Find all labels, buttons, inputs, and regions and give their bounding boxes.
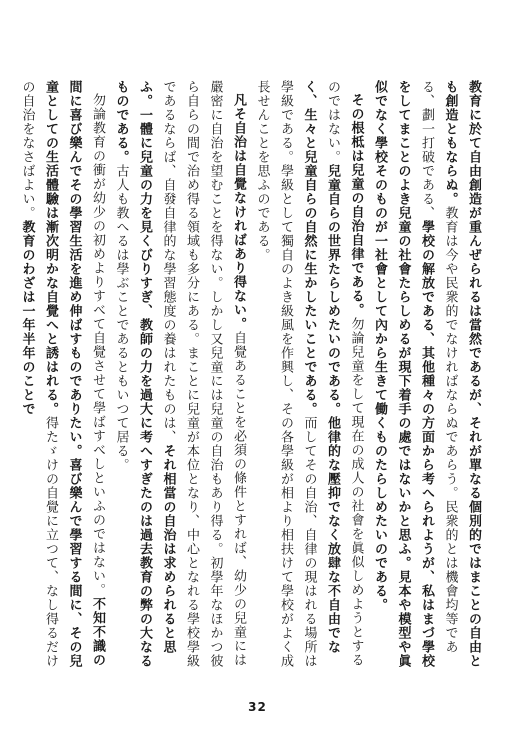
paragraph-1-segment-4: 私はまづ學校をしてまことのよき兒童の社會たらしめるが現下着手の處ではないかと思ふ。 — [395, 80, 434, 668]
paragraph-4-segment-1: 勿論教育の衝が幼少の初めよりすべて自覺させて學ばすべしといふのではない。 — [90, 93, 105, 597]
paragraph-1-segment-2: 教育は今や民衆的でなければならぬであらう。民衆的とは機會均等である、劃一打破である、 — [419, 80, 458, 654]
paragraph-3-segment-5: それ相當の自治は求められると思ふ。 — [137, 80, 176, 654]
paragraph-3-segment-3: しかし又兒童には兒童の自治もあり得る。初學年なほかつ彼ら自らの間で治め得る領域も多分にある。 — [184, 80, 223, 668]
paragraph-3-segment-1: 凡そ自治は自覺なければあり得ない。 — [231, 93, 246, 331]
paragraph-3 — [109, 80, 250, 680]
paragraph-1-segment-3: 學校の解放である、其他種々の方面から考へられようが、 — [419, 220, 434, 584]
paragraph-1-segment-5: 見本や模型や眞似でなく學校そのものが一社會として內から生きて働くものたらしめたいのである。 — [372, 80, 411, 668]
paragraph-4-segment-2: 不知不識の間に喜び樂んでその學習生活を進め伸ばすものでありたい。 — [66, 80, 105, 667]
paragraph-2-segment-2: 勿論兒童をして現在の成人の社會を眞似しめようとするのではない。 — [325, 80, 364, 667]
paragraph-1 — [368, 80, 486, 680]
paragraph-2-segment-3: 兒童自らの世界たらしめたいのである。 — [325, 164, 340, 416]
paragraph-2-segment-4: 他律的な壓抑でなく放肆な不自由でなく、生々と兒童自らの自然に生かしたいことである。 — [301, 80, 340, 654]
paragraph-4-segment-4: 得たゞけの自覺に立つて、なし得るだけの自治をなさばよい。 — [19, 80, 58, 668]
paragraph-3-segment-4: まことに兒童が本位となり、中心となれる學校學級であるならば、自發自律的な學習態度の養はれたものは、 — [160, 80, 199, 668]
paragraph-2 — [250, 80, 368, 680]
paragraph-1-segment-1: 教育に於て自由創造が重んぜられるは當然であるが、それが單なる個別的ではまことの自由とも創造ともならぬ。 — [442, 80, 481, 668]
paragraph-4 — [15, 80, 109, 680]
paragraph-2-segment-1: その根柢は兒童の自治自律である。 — [348, 93, 364, 317]
paragraph-2-segment-5: 而してその自治、自律の現はれる場所は學級である。學級として獨自のよき級風を作興し、その各學級が相より相扶けて學校がよく成長せんことを思ふのである。 — [254, 80, 317, 668]
paragraph-4-segment-3: 喜び樂んで學習する間に、その兒童としての生活體驗は漸次明かな自覺へと誘はれる。 — [43, 80, 82, 668]
paragraph-3-segment-2: 自覺あることを必須の條件とすれば、幼少の兒童には嚴密に自治を望むことを得ない。 — [207, 80, 246, 667]
page-number: 32 — [248, 700, 267, 714]
vertical-text-body — [19, 80, 485, 680]
paragraph-4-segment-5: 教育のわざは一年半年のことで — [19, 220, 35, 416]
paragraph-3-segment-7: 古人も教へるは學ぶことであるともいつて居る。 — [113, 164, 129, 472]
paragraph-3-segment-6: 一體に兒童の力を見くびりすぎ、教師の力を過大に考へすぎたのは過去教育の弊の大なるものである。 — [113, 80, 152, 668]
